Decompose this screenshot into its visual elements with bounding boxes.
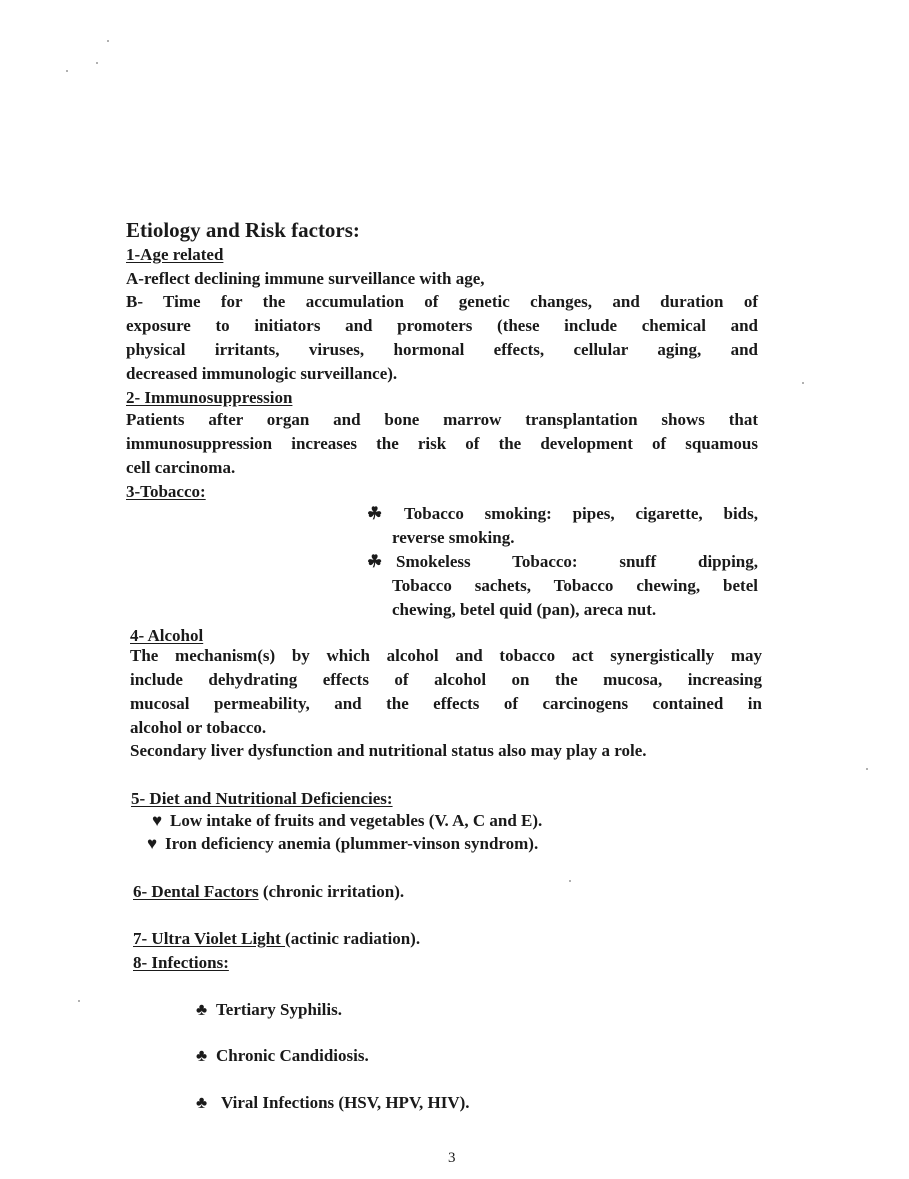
section-heading-infections: 8- Infections: (133, 953, 229, 972)
section-heading-alcohol: 4- Alcohol (130, 626, 204, 645)
infection-item (196, 1046, 369, 1066)
infection-item-text: Tertiary Syphilis. (216, 1000, 342, 1019)
diet-item-text: Iron deficiency anemia (plummer-vinson syndrom). (165, 834, 539, 853)
alcohol-extra-line: Secondary liver dysfunction and nutritional status also may play a role. (130, 741, 647, 760)
age-point-b-line: B- Time for the accumulation of genetic changes, and duration of (126, 292, 758, 311)
immunosuppression-line: Patients after organ and bone marrow transplantation shows that (126, 410, 758, 429)
tobacco-bullet-icon: ☘ (367, 552, 383, 571)
alcohol-line: include dehydrating effects of alcohol on the mucosa, increasing (130, 670, 762, 689)
immunosuppression-line: cell carcinoma. (126, 458, 236, 477)
scan-speck (569, 880, 571, 882)
alcohol-line: mucosal permeability, and the effects of carcinogens contained in (130, 694, 762, 713)
club-bullet-icon: ♣ (196, 1093, 208, 1112)
age-point-b-line: physical irritants, viruses, hormonal effects, cellular aging, and (126, 340, 758, 359)
scan-speck (66, 70, 68, 72)
tobacco-bullet-icon: ☘ (367, 504, 383, 523)
scan-speck (866, 768, 868, 770)
scan-speck (802, 382, 804, 384)
immunosuppression-line: immunosuppression increases the risk of the development of squamous (126, 434, 758, 453)
heart-bullet-icon: ♥ (147, 834, 158, 853)
infection-item-text: Viral Infections (HSV, HPV, HIV). (221, 1093, 470, 1112)
dental-factors-line (133, 882, 404, 902)
age-point-a: A-reflect declining immune surveillance with age, (126, 269, 485, 288)
infection-item (196, 1000, 342, 1020)
age-point-b-line: exposure to initiators and promoters (these include chemical and (126, 316, 758, 335)
club-bullet-icon: ♣ (196, 1046, 208, 1065)
section-heading-diet: 5- Diet and Nutritional Deficiencies: (131, 789, 393, 808)
scan-speck (96, 62, 98, 64)
alcohol-line: alcohol or tobacco. (130, 718, 267, 737)
tobacco-smoking-line: reverse smoking. (392, 528, 515, 547)
club-bullet-icon: ♣ (196, 1000, 208, 1019)
ultra-violet-text: (actinic radiation). (285, 929, 421, 948)
alcohol-line: The mechanism(s) by which alcohol and tobacco act synergistically may (130, 646, 762, 665)
section-heading-age: 1-Age related (126, 245, 224, 264)
section-heading-dental: 6- Dental Factors (133, 882, 259, 901)
section-heading-ultra-violet: 7- Ultra Violet Light (133, 929, 286, 948)
scan-speck (78, 1000, 80, 1002)
tobacco-smoking-line: Tobacco smoking: pipes, cigarette, bids, (404, 504, 758, 523)
diet-item (147, 834, 538, 854)
section-heading-immunosuppression: 2- Immunosuppression (126, 388, 293, 407)
section-heading-tobacco: 3-Tobacco: (126, 482, 206, 501)
ultra-violet-line (133, 929, 420, 949)
smokeless-tobacco-line: chewing, betel quid (pan), areca nut. (392, 600, 657, 619)
diet-item-text: Low intake of fruits and vegetables (V. A, C and E). (170, 811, 543, 830)
dental-factors-text: (chronic irritation). (258, 882, 405, 901)
page-title: Etiology and Risk factors: (126, 218, 360, 242)
scan-speck (107, 40, 109, 42)
page-number: 3 (448, 1150, 456, 1166)
diet-item (152, 811, 542, 831)
infection-item (196, 1093, 470, 1113)
heart-bullet-icon: ♥ (152, 811, 163, 830)
smokeless-tobacco-line: Tobacco sachets, Tobacco chewing, betel (392, 576, 758, 595)
smokeless-tobacco-line: Smokeless Tobacco: snuff dipping, (396, 552, 758, 571)
infection-item-text: Chronic Candidiosis. (216, 1046, 369, 1065)
age-point-b-line: decreased immunologic surveillance). (126, 364, 398, 383)
